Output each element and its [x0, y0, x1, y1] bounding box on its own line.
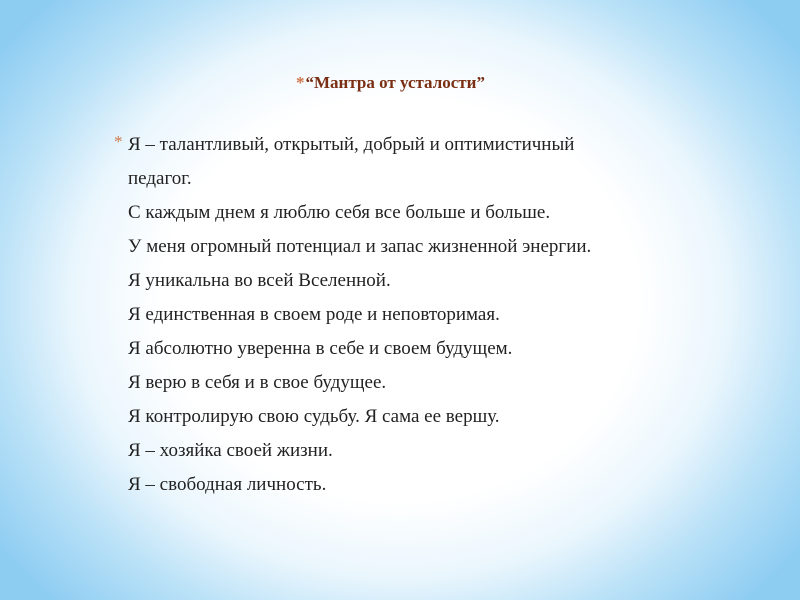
body-line: Я абсолютно уверенна в себе и своем будущем. — [128, 338, 513, 359]
body-line: У меня огромный потенциал и запас жизненной энергии. — [128, 236, 592, 257]
body-line: Я верю в себя и в свое будущее. — [128, 372, 387, 393]
title-text: “Мантра от усталости” — [305, 73, 485, 92]
body-bullet-icon: * — [114, 132, 123, 151]
body-line: Я – свободная личность. — [128, 474, 327, 495]
body-line: Я контролирую свою судьбу. Я сама ее вершу. — [128, 406, 500, 427]
body-line: Я единственная в своем роде и неповторимая. — [128, 304, 500, 325]
body-line: Я уникальна во всей Вселенной. — [128, 270, 391, 291]
body-line: педагог. — [128, 168, 192, 189]
title-bullet-icon: * — [296, 73, 305, 92]
body-line: Я – талантливый, открытый, добрый и оптимистичный — [128, 134, 575, 155]
body-line: С каждым днем я люблю себя все больше и больше. — [128, 202, 551, 223]
slide-body — [114, 128, 754, 502]
body-line: Я – хозяйка своей жизни. — [128, 440, 333, 461]
slide-title — [296, 73, 485, 93]
